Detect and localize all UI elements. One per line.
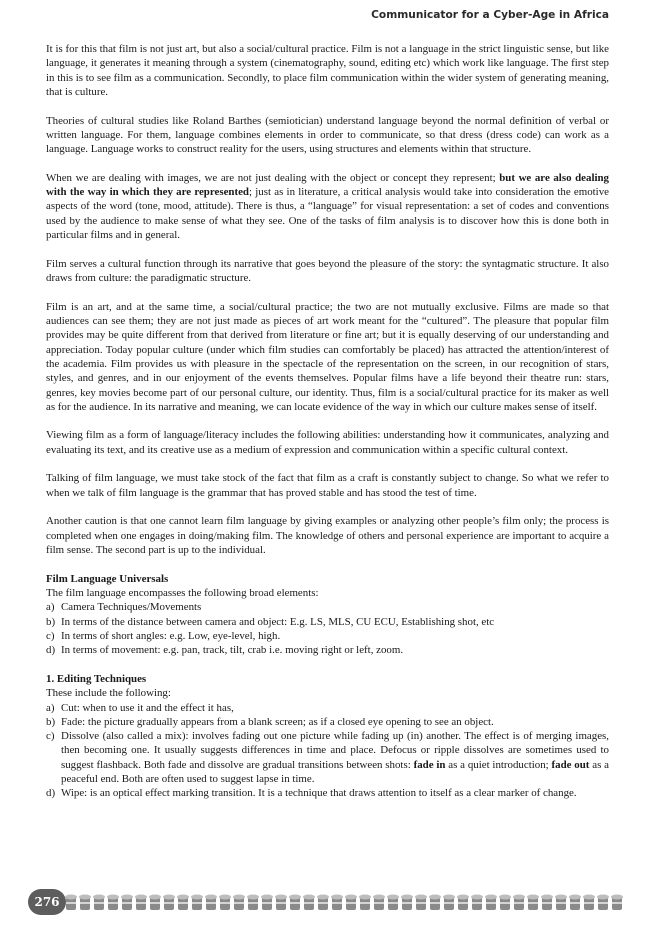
film-reel-icon: [163, 895, 175, 911]
list-marker: b): [46, 615, 56, 628]
film-reel-icon: [219, 895, 231, 911]
film-reel-icon: [177, 895, 189, 911]
universals-list: [46, 600, 609, 657]
film-reel-border: [64, 893, 624, 913]
emphasis-text: fade out: [551, 758, 590, 771]
list-item-text: Camera Techniques/Movements: [61, 601, 202, 614]
film-reel-icon: [275, 895, 287, 911]
list-item: [46, 629, 609, 643]
film-reel-icon: [457, 895, 469, 911]
list-item-text: Wipe: is an optical effect marking transition. It is a technique that draws attention to itself as a clear marker of change.: [61, 787, 577, 800]
film-reel-icon: [247, 895, 259, 911]
paragraph: Talking of film language, we must take stock of the fact that film as a craft is constantly subject to change. So what we refer to when we talk of film language is the grammar that has proved stable and has stood the test of time.: [46, 472, 609, 499]
film-reel-icon: [597, 895, 609, 911]
film-reel-icon: [443, 895, 455, 911]
list-marker: b): [46, 715, 56, 728]
list-marker: d): [46, 787, 56, 800]
film-reel-icon: [65, 895, 77, 911]
list-marker: a): [46, 701, 55, 714]
paragraph: [46, 171, 609, 242]
film-reel-icon: [401, 895, 413, 911]
paragraph: Viewing film as a form of language/literacy includes the following abilities: understanding how it communicates, analyzing and evaluating its text, and its creative use as a medium of expression and communication within a specific cultural context.: [46, 429, 609, 456]
film-reel-icon: [471, 895, 483, 911]
film-reel-icon: [107, 895, 119, 911]
film-reel-icon: [303, 895, 315, 911]
section-heading-universals: Film Language Universals: [46, 572, 169, 585]
film-reel-icon: [345, 895, 357, 911]
list-item-text: as a quiet introduction;: [445, 758, 552, 771]
film-reel-icon: [569, 895, 581, 911]
film-reel-icon: [485, 895, 497, 911]
list-item-text: In terms of short angles: e.g. Low, eye-level, high.: [61, 629, 281, 642]
list-item-text: In terms of the distance between camera and object: E.g. LS, MLS, CU ECU, Establishing shot, etc: [61, 615, 495, 628]
list-item-text: as a peaceful end. Both are often used to suggest lapse in time.: [61, 758, 609, 785]
film-reel-icon: [429, 895, 441, 911]
paragraph: Another caution is that one cannot learn film language by giving examples or analyzing other people’s film only; the process is completed when one engages in doing/making film. The knowledge of others and personal experience are important to acquire a film sense. The second part is up to the individual.: [46, 515, 609, 557]
list-item-text: Dissolve (also called a mix): involves fading out one picture while fading up (in) another. The effect is of merging images, then becoming one. It usually suggests differences in time and place. Defocus or ripple dissolves are sometimes used to suggest flashback. Both fade and dissolve are gradual transitions between shots:: [61, 730, 609, 771]
section-lead: These include the following:: [46, 687, 171, 700]
paragraph: Theories of cultural studies like Roland Barthes (semiotician) understand language beyond the normal definition of verbal or written language. For them, language combines elements in order to communicate, so that dress (dress code) can work as a language. Language works to construct reality for the users, using structures and elements within that structure.: [46, 114, 609, 156]
film-reel-icon: [387, 895, 399, 911]
film-reel-icon: [191, 895, 203, 911]
paragraph: Film serves a cultural function through its narrative that goes beyond the pleasure of the story: the syntagmatic structure. It also draws from culture: the paradigmatic structure.: [46, 257, 609, 285]
page-number: 276: [28, 889, 66, 915]
film-reel-icon: [499, 895, 511, 911]
film-reel-icon: [583, 895, 595, 911]
page-footer: [28, 889, 628, 917]
list-item-text: In terms of movement: e.g. pan, track, tilt, crab i.e. moving right or left, zoom.: [61, 644, 404, 657]
section-lead: The film language encompasses the following broad elements:: [46, 587, 319, 600]
list-marker: c): [46, 629, 55, 642]
film-reel-icon: [611, 895, 623, 911]
film-reel-icon: [513, 895, 525, 911]
film-reel-icon: [289, 895, 301, 911]
page-body: [46, 42, 609, 815]
film-reel-icon: [233, 895, 245, 911]
emphasis-text: fade in: [413, 758, 446, 771]
film-reel-icon: [205, 895, 217, 911]
list-item: [46, 643, 609, 657]
film-reel-icon: [121, 895, 133, 911]
film-reel-icon: [135, 895, 147, 911]
list-item-text: Fade: the picture gradually appears from a blank screen; as if a closed eye opening to see an object.: [61, 715, 494, 728]
film-reel-icon: [359, 895, 371, 911]
section-heading-editing: 1. Editing Techniques: [46, 672, 147, 685]
paragraph: Film is an art, and at the same time, a social/cultural practice; the two are not mutually exclusive. Films are made so that audiences can see them; they are not just made as pieces of art work meant for the “cultured”. The pleasure that popular film provides may be quite different from that derived from literature or fine art; but it is equally deserving of our understanding and appreciation. Today popular culture (under which film studies can comfortably be placed) has attracted the attention/interest of the academia. Film provides us with pleasure in the spectacle of the representation on the screen, in our recognition of stars, styles, and genres, and in our enjoyment of the events themselves. Popular films have a life beyond their theatre run: stars, genres, key movies become part of our personal culture, our identity. Thus, film is a social/cultural practice for its maker as well as for the audience. In its narrative and meaning, we can locate evidence of the way in which our culture makes sense of itself.: [46, 300, 609, 413]
film-reel-icon: [261, 895, 273, 911]
paragraph-text: When we are dealing with images, we are not just dealing with the object or concept they represent;: [46, 171, 500, 184]
list-marker: a): [46, 601, 55, 614]
list-item: [46, 786, 609, 800]
film-reel-icon: [317, 895, 329, 911]
film-reel-icon: [93, 895, 105, 911]
editing-list: [46, 701, 609, 801]
list-item: [46, 701, 609, 715]
list-marker: d): [46, 644, 56, 657]
paragraph-text: ; just as in literature, a critical analysis would take into consideration the emotive aspects of the word (tone, mood, attitude). There is thus, a “language” for visual representation: a set of codes and conventions used by the audience to make sense of what they see. One of the tasks of film analysis is to discover how this is done both in particular films and in general.: [46, 186, 609, 242]
list-item: [46, 615, 609, 629]
list-item: [46, 729, 609, 786]
emphasis-text: but we are also dealing with the way in which they are represented: [46, 171, 609, 199]
film-reel-icon: [415, 895, 427, 911]
film-reel-icon: [79, 895, 91, 911]
list-marker: c): [46, 730, 55, 743]
film-reel-icon: [527, 895, 539, 911]
running-title: Communicator for a Cyber-Age in Africa: [371, 9, 609, 21]
film-reel-icon: [331, 895, 343, 911]
list-item: [46, 600, 609, 614]
list-item: [46, 715, 609, 729]
film-reel-icon: [555, 895, 567, 911]
film-reel-icon: [373, 895, 385, 911]
list-item-text: Cut: when to use it and the effect it has,: [61, 701, 234, 714]
film-reel-icon: [541, 895, 553, 911]
paragraph: It is for this that film is not just art, but also a social/cultural practice. Film is not a language in the strict linguistic sense, but like language, it generates it meaning through a system (cinematography, sound, editing etc) which work like language. The first step in this is to see film as a communication. Secondly, to place film communication within the wider system of generating meaning, that is culture.: [46, 43, 609, 98]
film-reel-icon: [149, 895, 161, 911]
